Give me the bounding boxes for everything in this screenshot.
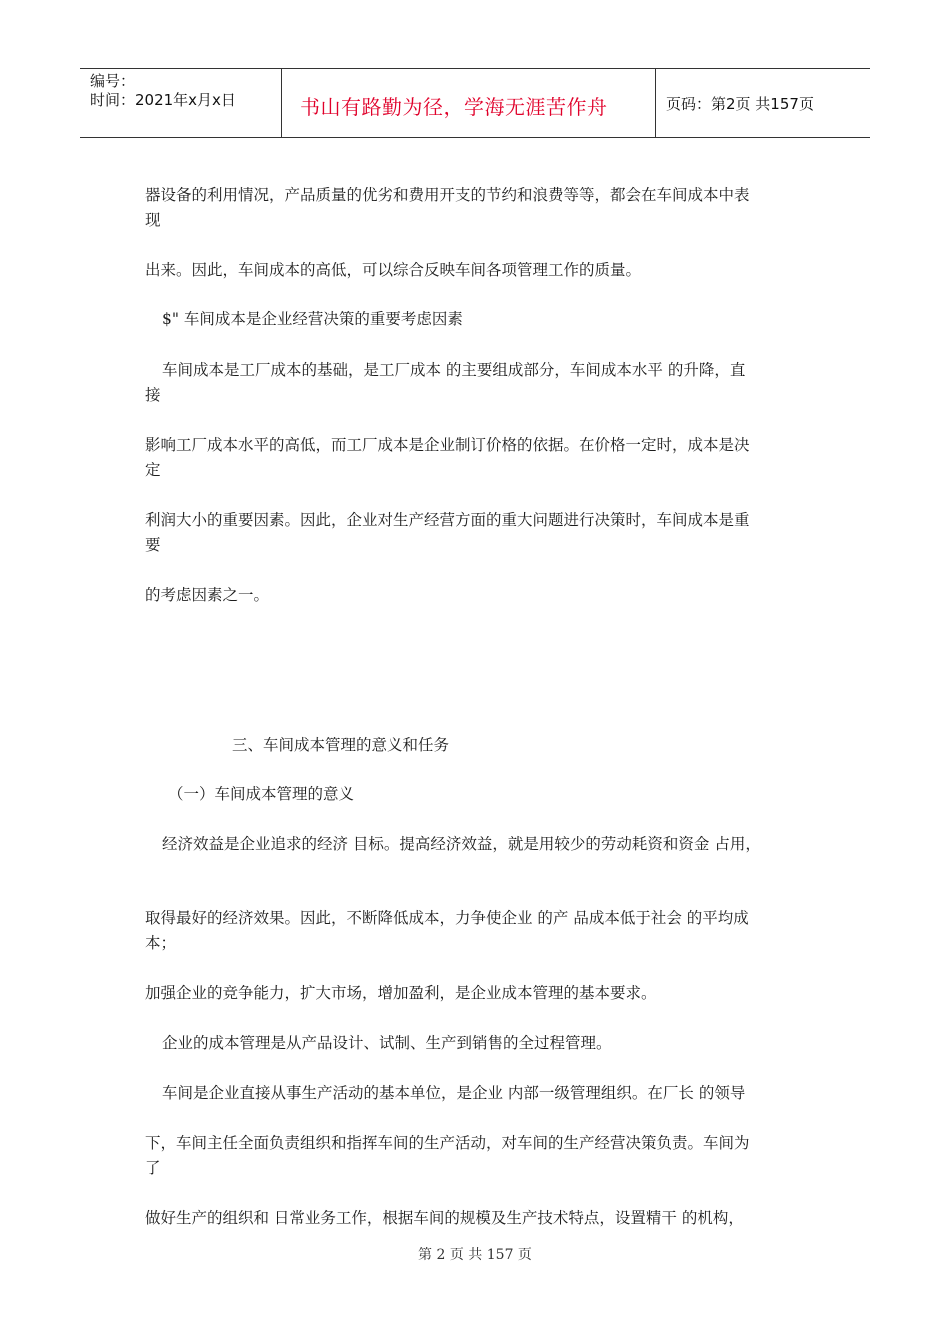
page-header: [80, 68, 870, 138]
body-line: 企业的成本管理是从产品设计、试制、生产到销售的全过程管理。: [162, 1034, 612, 1052]
page-footer: 第 2 页 共 157 页: [418, 1247, 532, 1263]
header-page-info: 页码：第2页 共157页: [666, 95, 814, 113]
body-line: 的考虑因素之一。: [145, 586, 270, 604]
header-divider: [281, 69, 282, 137]
header-divider: [655, 69, 656, 137]
body-line: 影响工厂成本水平的高低，而工厂成本是企业制订价格的依据。在价格一定时，成本是决: [145, 436, 750, 454]
body-line: 本；: [145, 934, 177, 952]
time-label: 时间：2021年x月x日: [90, 91, 236, 109]
body-line: 下，车间主任全面负责组织和指挥车间的生产活动，对车间的生产经营决策负责。车间为: [145, 1134, 750, 1152]
body-line: 取得最好的经济效果。因此，不断降低成本，力争使企业 的产 品成本低于社会 的平均成: [145, 909, 749, 927]
body-line: 了: [145, 1159, 161, 1177]
header-motto: 书山有路勤为径，学海无涯苦作舟: [300, 95, 608, 119]
body-line: 车间成本是工厂成本的基础，是工厂成本 的主要组成部分，车间成本水平 的升降，直: [162, 361, 746, 379]
body-line: 车间是企业直接从事生产活动的基本单位，是企业 内部一级管理组织。在厂长 的领导: [162, 1084, 746, 1102]
section-heading: $" 车间成本是企业经营决策的重要考虑因素: [162, 310, 463, 328]
chapter-heading: 三、车间成本管理的意义和任务: [232, 736, 450, 754]
body-line: 接: [145, 386, 161, 404]
body-line: 要: [145, 536, 161, 554]
body-line: 定: [145, 461, 161, 479]
body-line: 出来。因此，车间成本的高低，可以综合反映车间各项管理工作的质量。: [145, 261, 642, 279]
body-line: 利润大小的重要因素。因此，企业对生产经营方面的重大问题进行决策时，车间成本是重: [145, 511, 750, 529]
body-line: 经济效益是企业追求的经济 目标。提高经济效益，就是用较少的劳动耗资和资金 占用，: [162, 835, 761, 853]
body-line: 现: [145, 211, 161, 229]
body-line: 器设备的利用情况，产品质量的优劣和费用开支的节约和浪费等等，都会在车间成本中表: [145, 186, 750, 204]
body-line: 加强企业的竞争能力，扩大市场，增加盈利，是企业成本管理的基本要求。: [145, 984, 657, 1002]
section-heading: （一）车间成本管理的意义: [168, 785, 355, 803]
number-label: 编号：: [90, 72, 136, 90]
header-meta: [90, 72, 236, 110]
body-line: 做好生产的组织和 日常业务工作，根据车间的规模及生产技术特点，设置精干 的机构，: [145, 1209, 744, 1227]
